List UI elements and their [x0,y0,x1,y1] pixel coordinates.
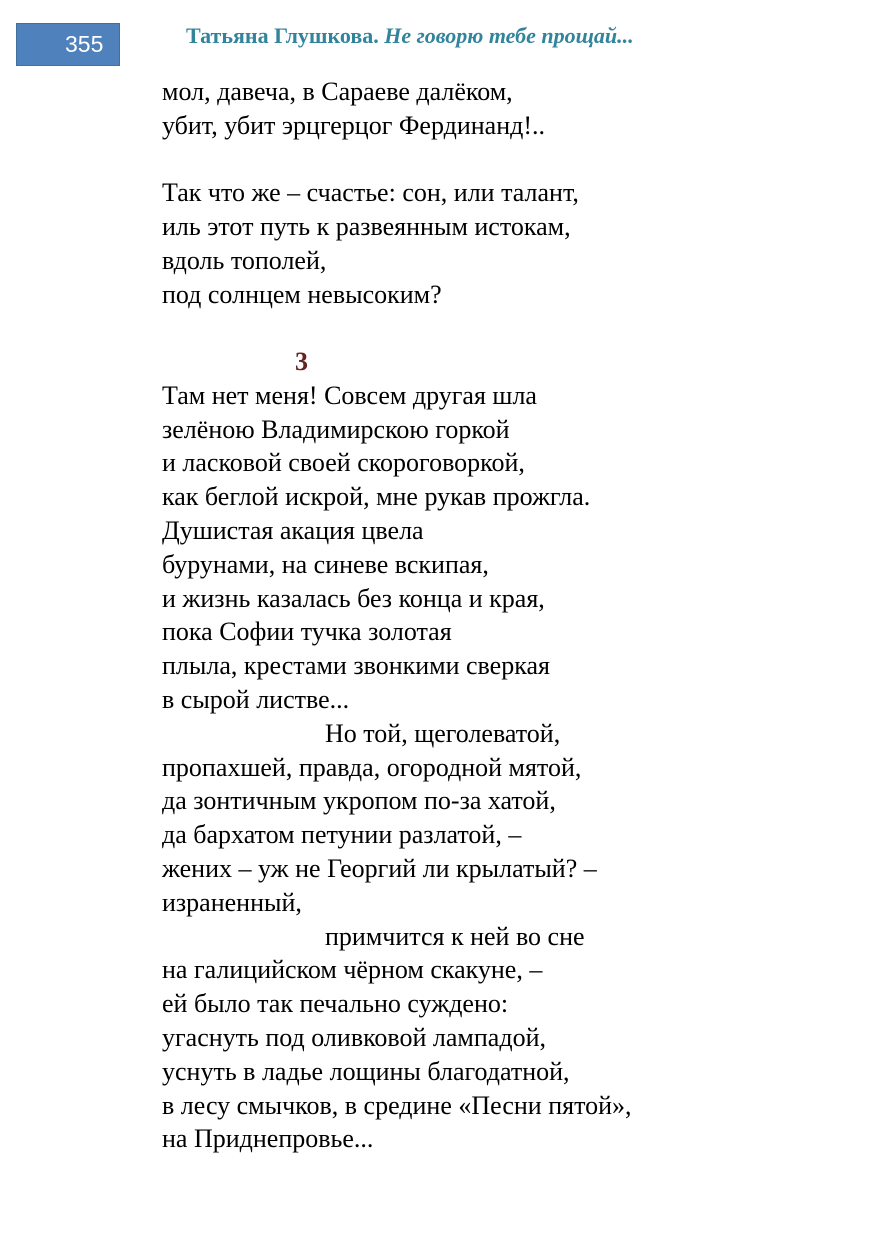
poem-line: жених – уж не Георгий ли крылатый? – [162,853,597,883]
poem-line: и жизнь казалась без конца и края, [162,583,545,613]
poem-line: бурунами, на синеве вскипая, [162,549,489,579]
poem-line: на галицийском чёрном скакуне, – [162,955,543,985]
poem-line: на Приднепровье... [162,1124,374,1154]
poem-line: израненный, [162,887,302,917]
poem-line: пока Софии тучка золотая [162,617,452,647]
poem-line: в сырой листве... [162,684,350,714]
poem-line: Так что же – счастье: сон, или талант, [162,178,579,208]
poem-line: угаснуть под оливковой лампадой, [162,1022,546,1052]
poem-line: и ласковой своей скороговоркой, [162,448,525,478]
poem-line: плыла, крестами звонкими сверкая [162,651,550,681]
poem-line: да бархатом петунии разлатой, – [162,820,522,850]
poem-line: Душистая акация цвела [162,515,424,545]
poem-line: мол, давеча, в Сараеве далёком, [162,77,513,106]
poem-line: Там нет меня! Совсем другая шла [162,380,537,410]
poem-line-indented: Но той, щеголеватой, [325,718,561,748]
poem-line: да зонтичным укропом по-за хатой, [162,786,556,816]
page-number: 355 [16,23,120,66]
stanza-break [162,143,852,177]
poem-line: пропахшей, правда, огородной мятой, [162,752,582,782]
poem-line: уснуть в ладье лощины благодатной, [162,1056,570,1086]
poem-line: вдоль тополей, [162,245,327,275]
poem-line: убит, убит эрцгерцог Фердинанд!.. [162,110,546,140]
poem-line: иль этот путь к развеянным истокам, [162,211,571,241]
poem-line-indented: примчится к ней во сне [325,921,585,951]
poem-body [162,75,852,1156]
header-author: Татьяна Глушкова. [186,23,379,48]
section-number: 3 [295,346,308,376]
stanza-break [162,311,852,345]
poem-line: под солнцем невысоким? [162,279,442,309]
poem-line: зелёною Владимирскою горкой [162,414,510,444]
poem-line: как беглой искрой, мне рукав прожгла. [162,482,591,512]
running-header [186,23,634,49]
poem-line: в лесу смычков, в средине «Песни пятой», [162,1090,632,1120]
poem-line: ей было так печально суждено: [162,989,509,1019]
header-title: Не говорю тебе прощай... [384,23,634,48]
